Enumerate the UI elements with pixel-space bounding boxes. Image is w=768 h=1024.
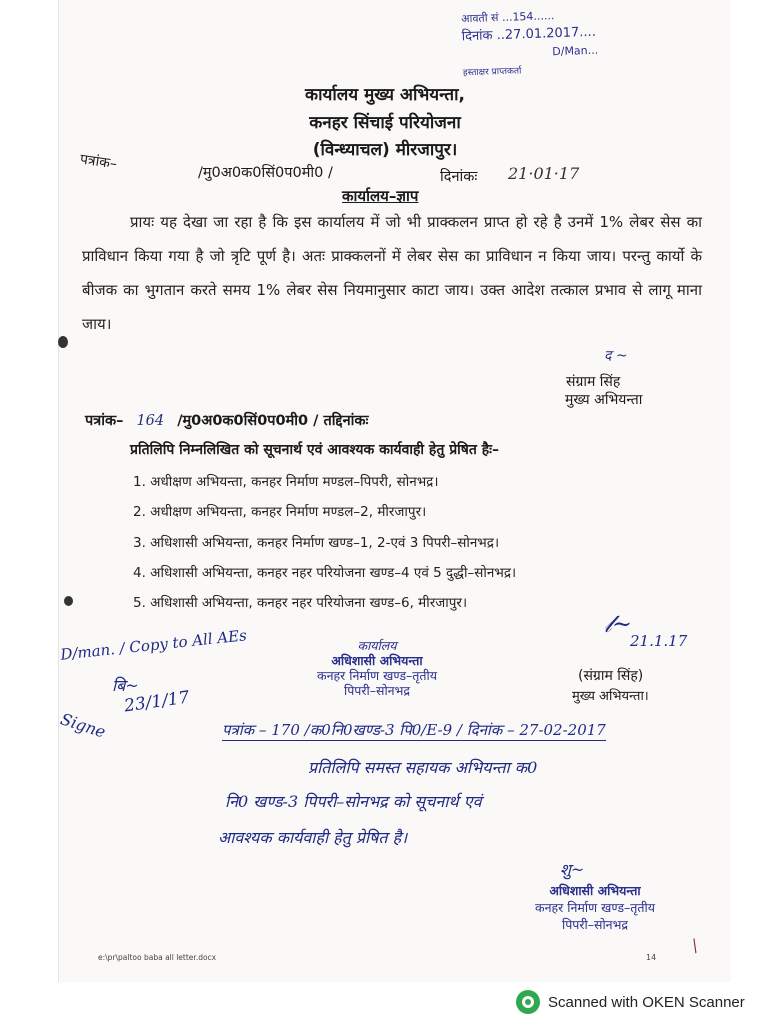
pen-stroke: / [687, 936, 703, 955]
bottom-stamp [520, 882, 670, 933]
ref-patrank-label: पत्रांक– [78, 151, 118, 173]
scanner-badge-text: Scanned with OKEN Scanner [548, 993, 745, 1011]
forward-ref-line: पत्रांक – 170 /क0नि0खण्ड-3 पि0/E-9 / दिनांक – 27-02-2017 [222, 721, 606, 739]
punch-hole [58, 336, 68, 348]
handwritten-sign: Signe [58, 709, 108, 742]
receipt-date: दिनांक ..27.01.2017.... [461, 24, 597, 45]
header-project: कनहर सिंचाई परियोजना [309, 113, 461, 133]
scanner-badge [516, 990, 745, 1014]
ref2-number: 164 [136, 413, 165, 429]
receipt-number: आवती सं ...154...... [460, 9, 555, 26]
copy-list-item: 4. अधिशासी अभियन्ता, कनहर नहर परियोजना खण्ड–4 एवं 5 दुद्धी–सोनभद्र। [133, 565, 517, 581]
handwritten-scribble: बि~ [112, 676, 139, 695]
office-stamp-line: कनहर निर्माण खण्ड–तृतीय [317, 668, 437, 683]
signature-mark: द ~ [604, 348, 628, 364]
receipt-signature-label: हस्ताक्षर प्राप्तकर्ता [462, 66, 522, 79]
memo-title: कार्यालय–ज्ञाप [342, 187, 419, 205]
chief-signature-mark: 𝓁~ [604, 610, 633, 638]
office-stamp-line: कार्यालय [357, 638, 397, 653]
signatory-designation: मुख्य अभियन्ता [565, 392, 643, 408]
ref2-patrank-label: पत्रांक– [85, 413, 124, 429]
office-stamp [302, 638, 452, 698]
ref-date-value: 21·01·17 [508, 164, 580, 183]
memo-body: प्रायः यह देखा जा रहा है कि इस कार्यालय में जो भी प्राक्कलन प्राप्त हो रहे है उनमें 1% लेबर सेस का प्राविधान किया गया है जो त्रृटि पूर्ण है। अतः प्राक्कलनों में लेबर सेस का प्राविधान न किया जाय। परन्तु कार्यो के बीजक का भुगतान करते समय 1% लेबर सेस नियमानुसार काटा जाय। उक्त आदेश तत्काल प्रभाव से लागू माना जाय। [82, 213, 702, 333]
forward-line: नि0 खण्ड-3 पिपरी–सोनभद्र को सूचनार्थ एवं [225, 792, 482, 811]
forward-line: प्रतिलिपि समस्त सहायक अभियन्ता क0 [308, 758, 538, 777]
receipt-stamp [461, 6, 599, 83]
handwritten-note: D/man. / Copy to All AEs [59, 626, 248, 664]
chief-designation: मुख्य अभियन्ता। [572, 689, 649, 704]
chief-name: (संग्राम सिंह) [578, 668, 644, 684]
bottom-signature-mark: शु~ [560, 860, 585, 879]
copy-list-item: 3. अधिशासी अभियन्ता, कनहर निर्माण खण्ड–1, 2-एवं 3 पिपरी–सोनभद्र। [133, 535, 500, 551]
receipt-dman: D/Man... [552, 43, 599, 59]
copy-list-item: 5. अधिशासी अभियन्ता, कनहर नहर परियोजना खण्ड–6, मीरजापुर। [133, 595, 468, 611]
ref2-code: /मु0अ0क0सिं0प0मी0 / तद्दिनांकः [177, 413, 369, 429]
office-stamp-line: पिपरी–सोनभद्र [343, 683, 411, 698]
office-stamp-line: अधिशासी अभियन्ता [331, 653, 423, 668]
punch-hole [64, 596, 73, 606]
forward-line: आवश्यक कार्यवाही हेतु प्रेषित है। [218, 828, 408, 847]
signatory-name: संग्राम सिंह [566, 374, 621, 390]
ref-date-label: दिनांकः [440, 169, 478, 185]
chief-sign-date: 21.1.17 [630, 632, 688, 650]
copy-list-item: 1. अधीक्षण अभियन्ता, कनहर निर्माण मण्डल–पिपरी, सोनभद्र। [133, 474, 439, 490]
bottom-stamp-line: अधिशासी अभियन्ता [549, 883, 641, 898]
header-location: (विन्ध्याचल) मीरजापुर। [312, 140, 458, 160]
bottom-stamp-line: कनहर निर्माण खण्ड–तृतीय [535, 900, 655, 915]
copy-list-item: 2. अधीक्षण अभियन्ता, कनहर निर्माण मण्डल–2, मीरजापुर। [133, 504, 427, 520]
handwritten-date: 23/1/17 [122, 687, 191, 717]
footer-file-path: e:\pr\paltoo baba all letter.docx [98, 953, 217, 962]
bottom-stamp-line: पिपरी–सोनभद्र [561, 917, 629, 932]
header-office: कार्यालय मुख्य अभियन्ता, [305, 85, 465, 105]
copy-intro: प्रतिलिपि निम्नलिखित को सूचनार्थ एवं आवश्यक कार्यवाही हेतु प्रेषित हैः– [130, 442, 500, 458]
scanner-logo-icon [516, 990, 540, 1014]
ref2-line [85, 410, 368, 430]
footer-page-number: 14 [646, 953, 657, 962]
ref-code: /मु0अ0क0सिं0प0मी0 / [198, 165, 333, 181]
